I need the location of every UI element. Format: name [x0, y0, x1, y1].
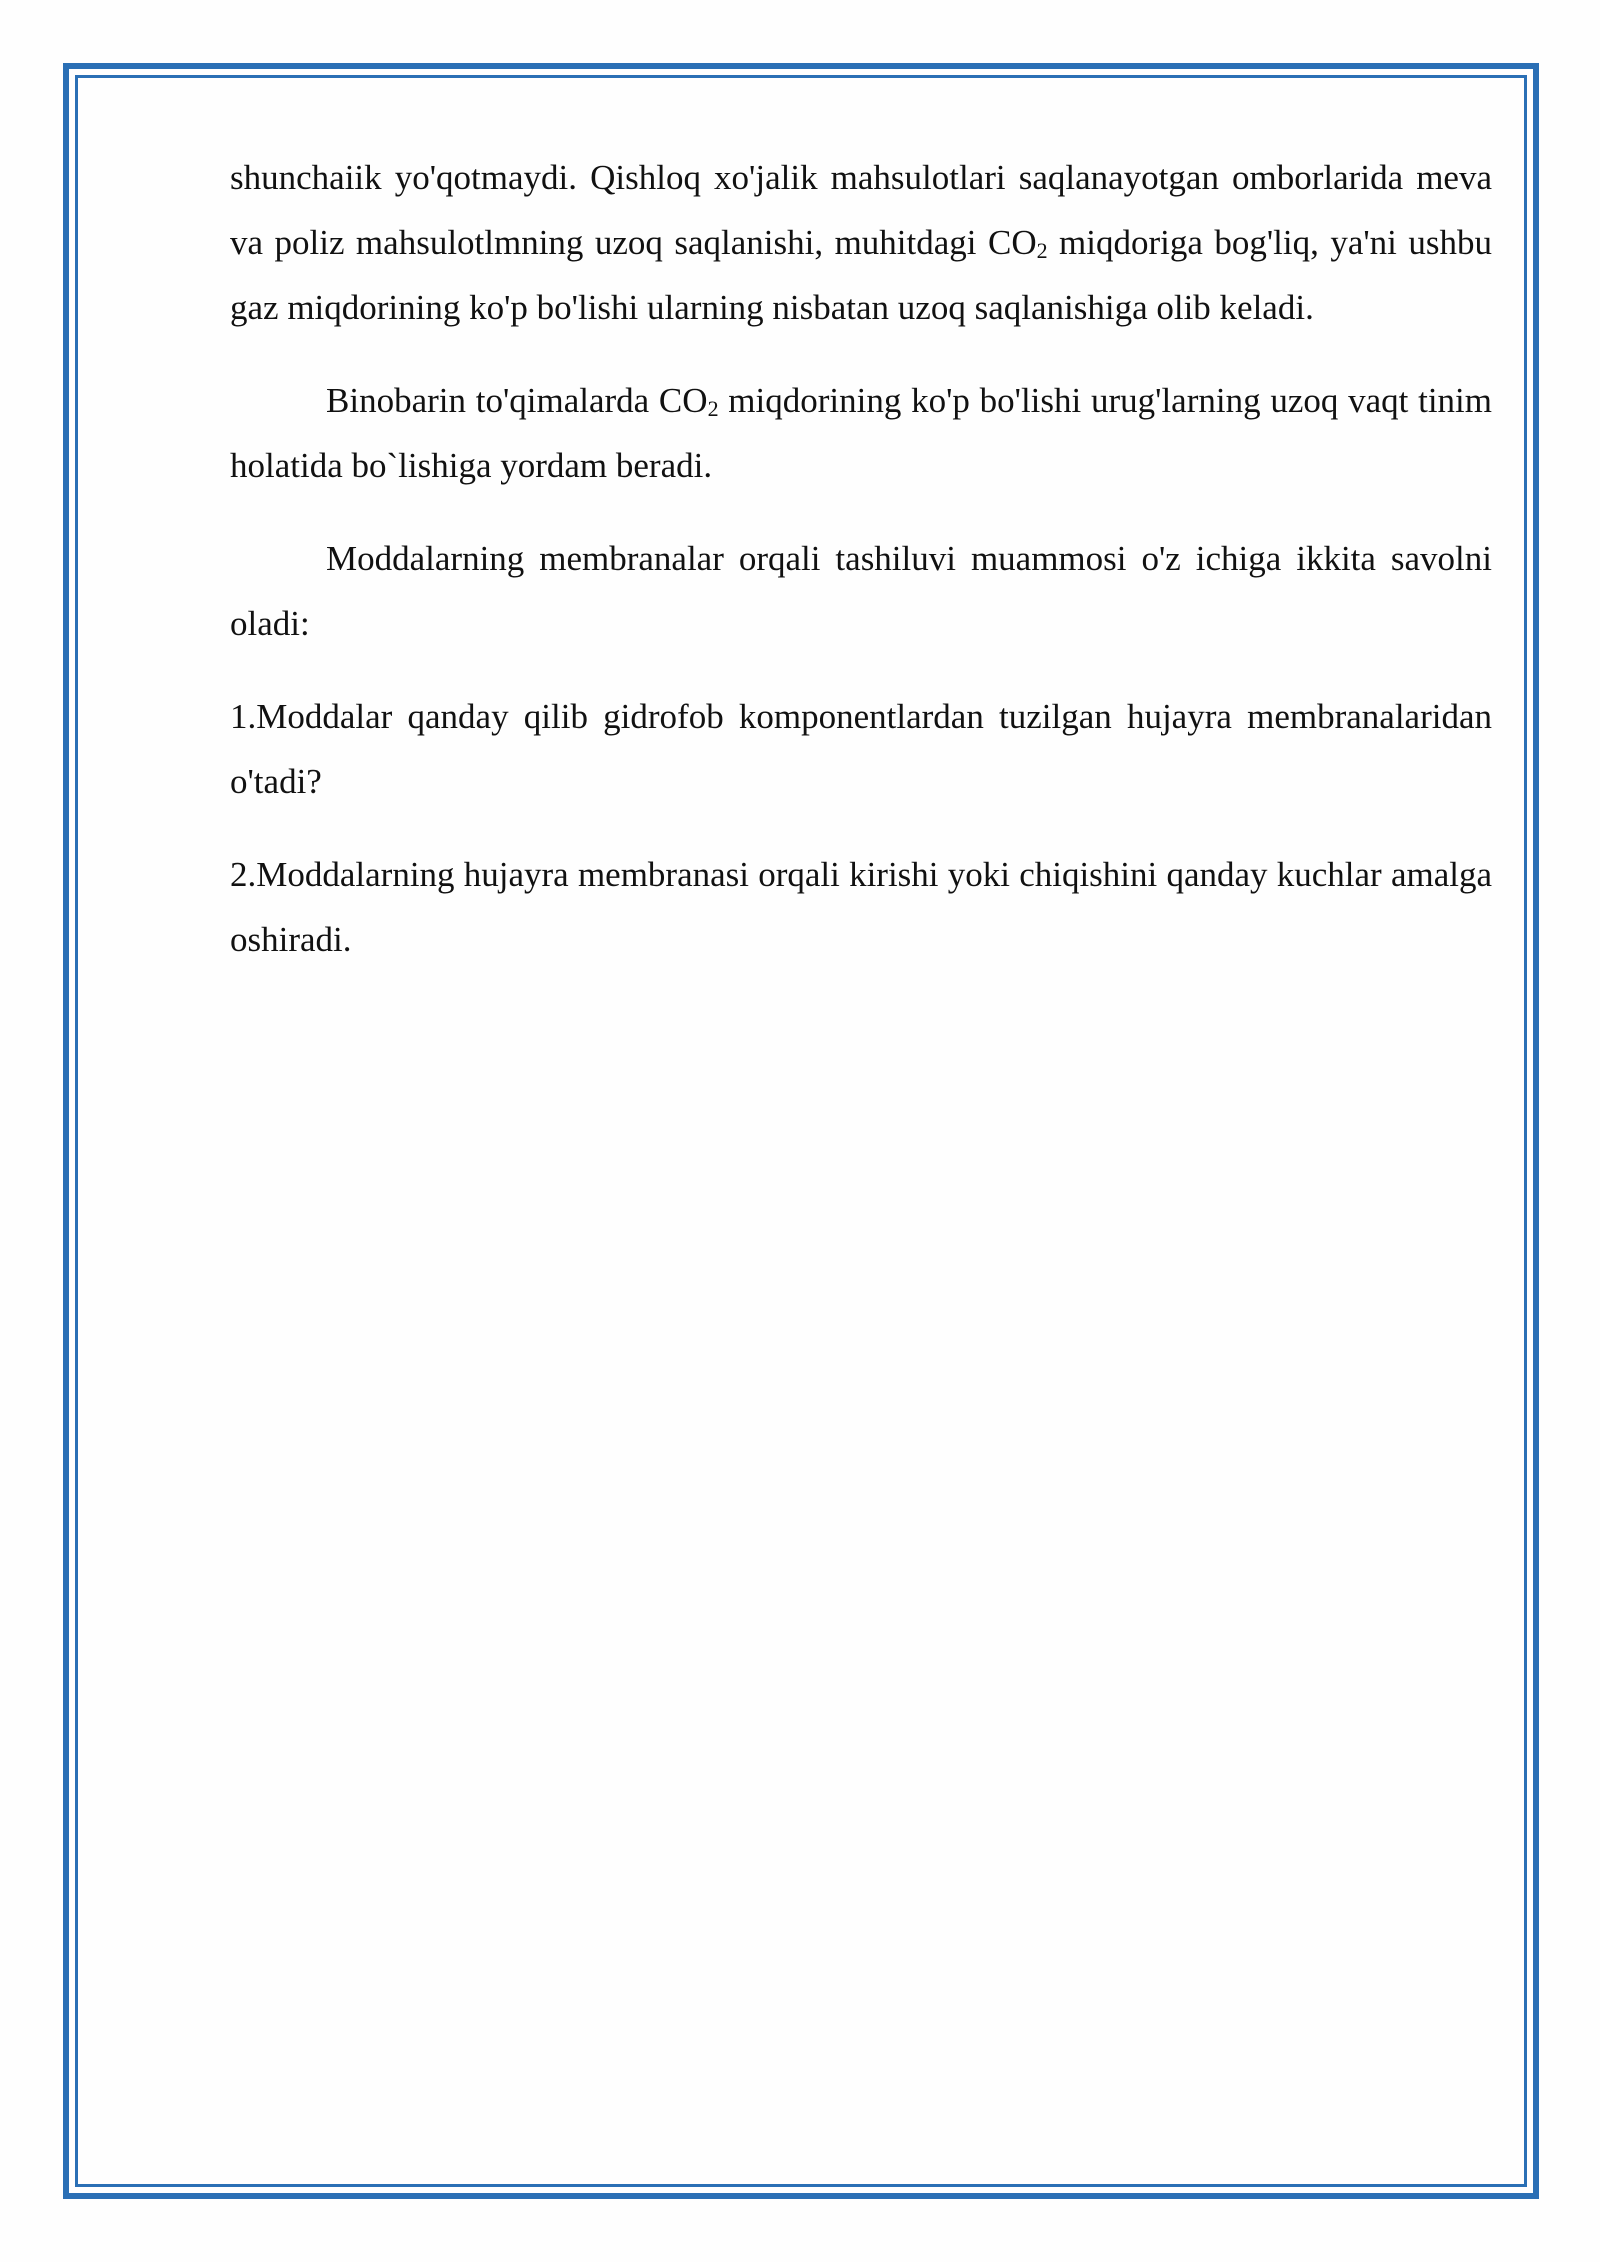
paragraph-1 [230, 145, 1492, 340]
paragraph-1-text-b: miqdoriga bog'liq, ya'ni ushbu gaz miqdorining ko'p bo'lishi ularning nisbatan uzoq saqlanishiga olib keladi. [230, 223, 1492, 327]
question-2: 2.Moddalarning hujayra membranasi orqali kirishi yoki chiqishini qanday kuchlar amalga oshiradi. [230, 855, 1492, 959]
paragraph-1-text-a: shunchaiik yo'qotmaydi. Qishloq xo'jalik mahsulotlari saqlanayotgan omborlarida meva va poliz mahsulotlmning uzoq saqlanishi, muhitdagi CO [230, 158, 1492, 262]
document-body [230, 145, 1492, 1000]
paragraph-3: Moddalarning membranalar orqali tashiluvi muammosi o'z ichiga ikkita savolni oladi: [230, 539, 1492, 643]
paragraph-2-text-a: Binobarin to'qimalarda CO [326, 381, 708, 420]
co2-subscript: 2 [1036, 238, 1048, 263]
paragraph-2 [230, 368, 1492, 498]
question-1: 1.Moddalar qanday qilib gidrofob komponentlardan tuzilgan hujayra membranalaridan o'tadi? [230, 697, 1492, 801]
paragraph-2-text-b: miqdorining ko'p bo'lishi urug'larning uzoq vaqt tinim holatida bo`lishiga yordam beradi. [230, 381, 1492, 485]
co2-subscript: 2 [707, 396, 719, 421]
